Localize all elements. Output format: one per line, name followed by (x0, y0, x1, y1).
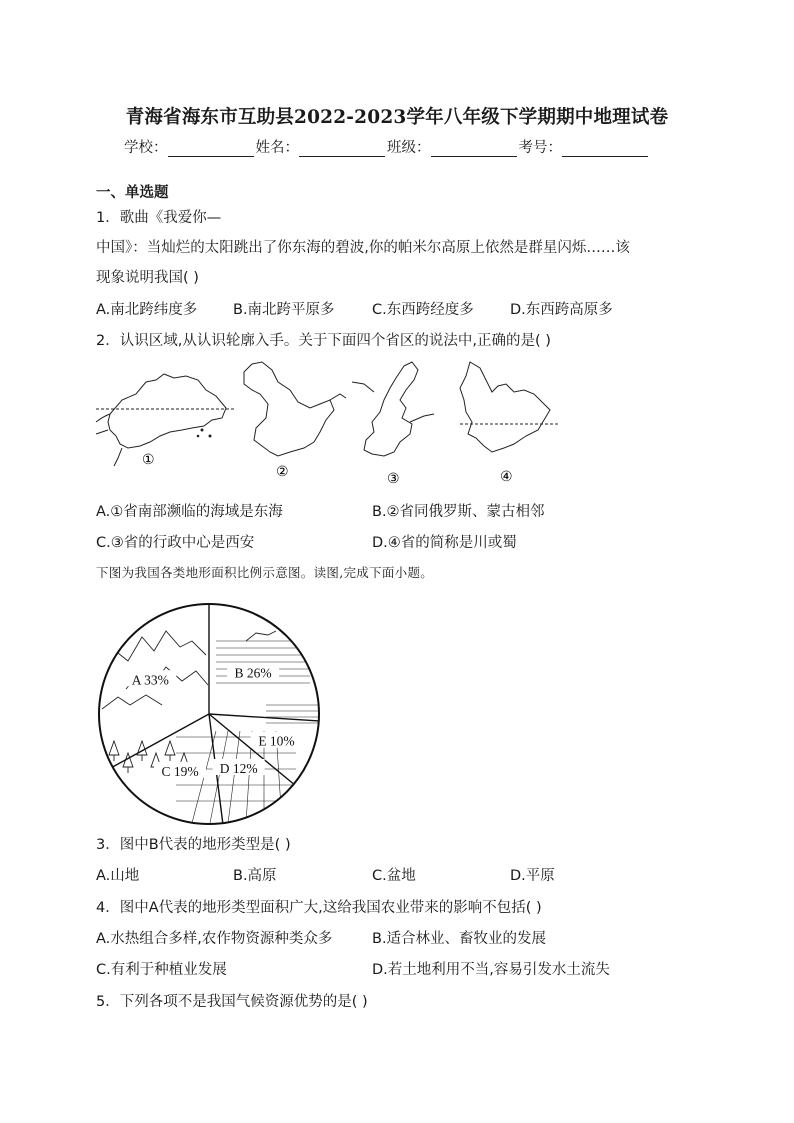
q4-option-b: B.适合林业、畜牧业的发展 (372, 931, 547, 947)
q3-option-b: B.高原 (233, 868, 277, 884)
q1-option-d: D.东西跨高原多 (510, 302, 613, 318)
province-1-outline (108, 374, 226, 448)
pie-label-d: D 12% (219, 760, 258, 776)
q1-stem-line1: 1．歌曲《我爱你— (96, 210, 222, 226)
q1-stem-line2: 中国》：当灿烂的太阳跳出了你东海的碧波,你的帕米尔高原上依然是群星闪烁……该 (96, 240, 630, 256)
province-outlines-figure (94, 356, 564, 488)
page-title: 青海省海东市互助县2022-2023学年八年级下学期期中地理试卷 (125, 107, 669, 128)
q3-option-c: C.盆地 (372, 868, 416, 884)
q2-option-c: C.③省的行政中心是西安 (96, 535, 255, 551)
pie-slice-b (209, 604, 319, 721)
province-3-label: ③ (387, 472, 400, 487)
q5-stem: 5．下列各项不是我国气候资源优势的是( ) (96, 994, 368, 1010)
class-blank (431, 140, 517, 157)
name-blank (299, 140, 385, 157)
province-3-outline (364, 362, 418, 456)
q1-option-a: A.南北跨纬度多 (96, 302, 198, 318)
province-2-label: ② (276, 465, 289, 480)
section-heading: 一、单选题 (96, 185, 169, 201)
q4-option-a: A.水热组合多样,农作物资源种类众多 (96, 931, 333, 947)
q2-option-d: D.④省的简称是川或蜀 (372, 535, 517, 551)
pie-label-c: C 19% (161, 763, 199, 779)
pie-label-b: B 26% (234, 665, 272, 681)
province-2-outline (244, 362, 334, 456)
student-info-row (124, 136, 650, 157)
number-blank (562, 140, 648, 157)
q2-option-a: A.①省南部濒临的海域是东海 (96, 504, 283, 520)
q1-stem-line3: 现象说明我国( ) (96, 270, 199, 286)
q4-stem: 4．图中A代表的地形类型面积广大,这给我国农业带来的影响不包括( ) (96, 900, 542, 916)
landform-pie-chart (96, 601, 322, 827)
q2-option-b: B.②省同俄罗斯、蒙古相邻 (372, 504, 545, 520)
q4-option-d: D.若土地利用不当,容易引发水土流失 (372, 962, 610, 978)
number-label: 考号： (518, 140, 562, 156)
pie-label-e: E 10% (258, 733, 295, 749)
figure-intro: 下图为我国各类地形面积比例示意图。读图,完成下面小题。 (96, 565, 434, 580)
school-label: 学校： (124, 140, 168, 156)
q1-option-b: B.南北跨平原多 (233, 302, 335, 318)
province-4-label: ④ (500, 470, 513, 485)
pie-label-a: A 33% (131, 672, 169, 688)
q3-option-d: D.平原 (510, 868, 555, 884)
province-4-outline (460, 362, 550, 452)
q3-option-a: A.山地 (96, 868, 140, 884)
q2-stem: 2．认识区域,从认识轮廓入手。关于下面四个省区的说法中,正确的是( ) (96, 333, 551, 349)
province-1-label: ① (142, 453, 155, 468)
class-label: 班级： (387, 140, 431, 156)
q1-option-c: C.东西跨经度多 (372, 302, 474, 318)
school-blank (168, 140, 254, 157)
q3-stem: 3．图中B代表的地形类型是( ) (96, 837, 291, 853)
q4-option-c: C.有利于种植业发展 (96, 962, 227, 978)
name-label: 姓名： (255, 140, 299, 156)
